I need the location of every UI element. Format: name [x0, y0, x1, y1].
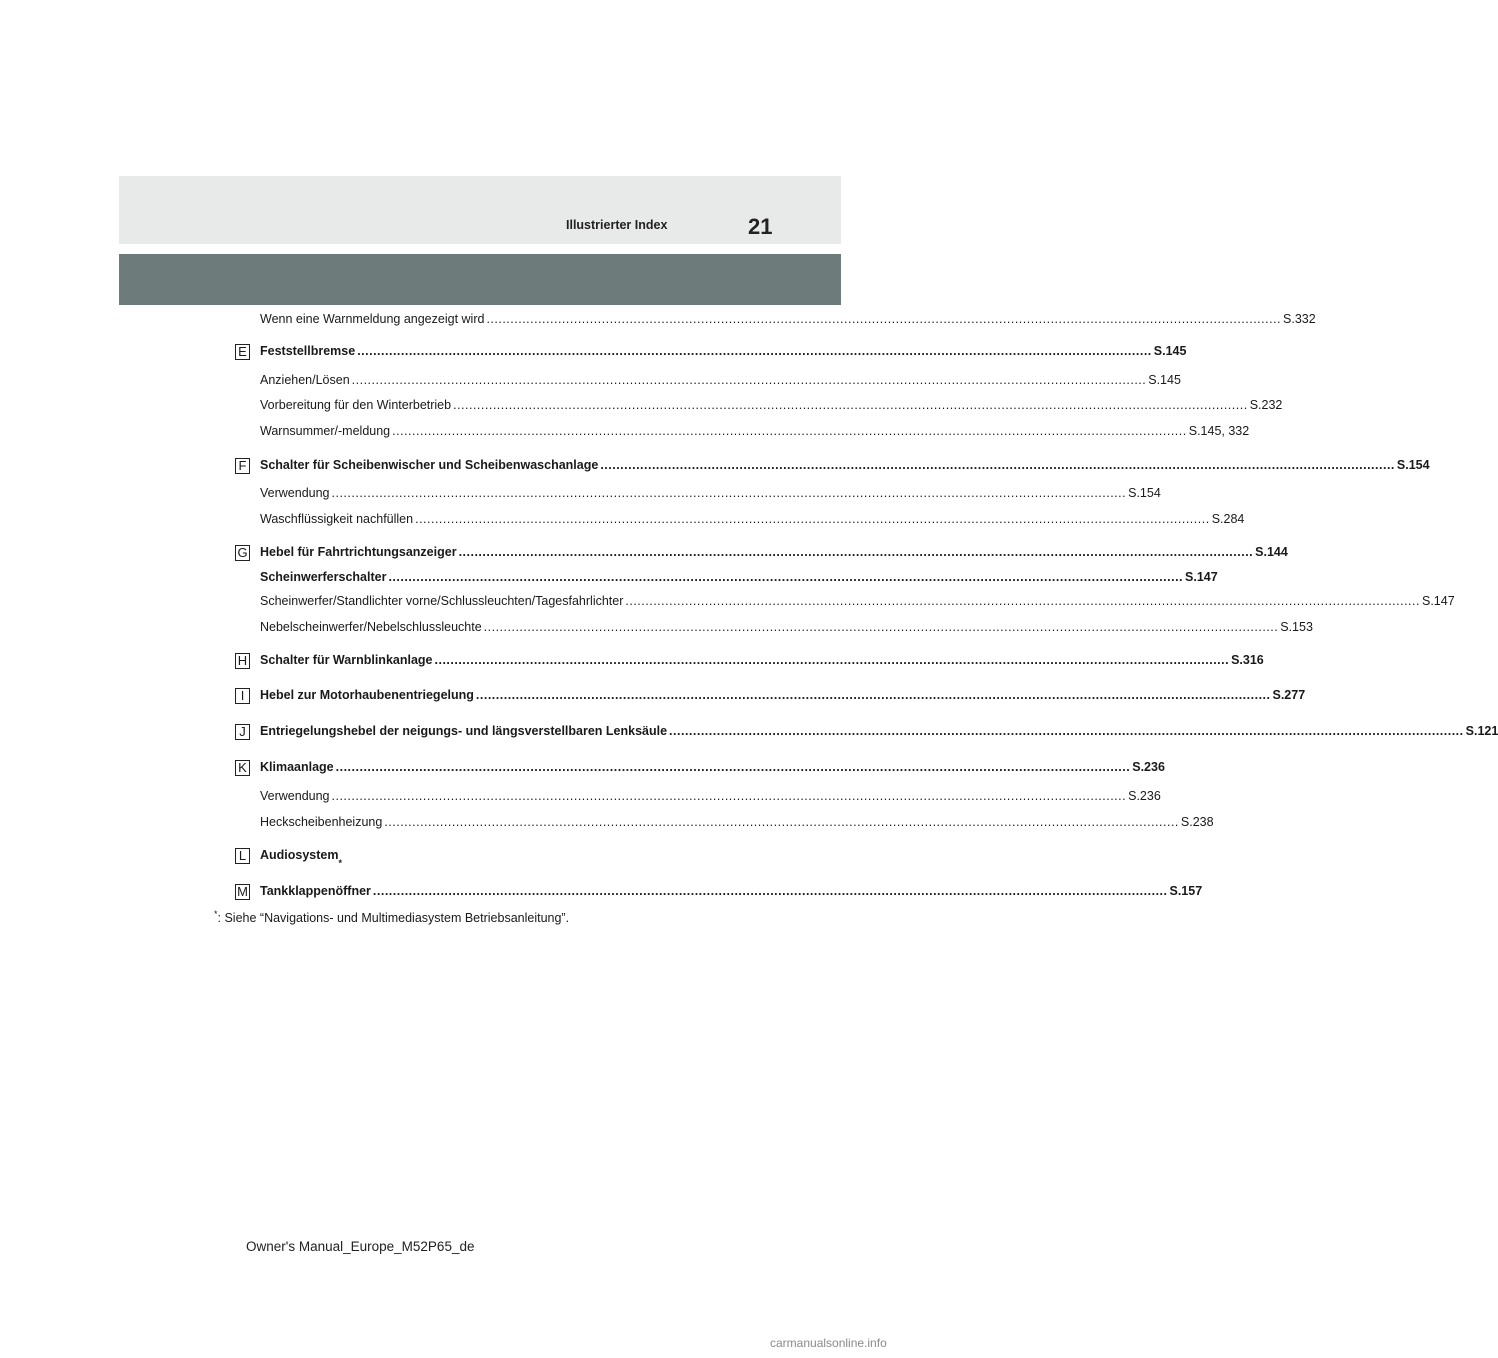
dot-leader: ........................................................................................................................................................................................................: [458, 545, 1254, 559]
entry-page-ref: S.316: [1231, 653, 1264, 667]
index-entry: [260, 687, 1306, 703]
entry-label: Anziehen/Lösen: [260, 373, 350, 387]
index-entry: [260, 593, 1455, 609]
entry-label: Schalter für Scheibenwischer und Scheibenwaschanlage: [260, 458, 599, 472]
entry-label: Tankklappenöffner: [260, 884, 371, 898]
entry-label: Hebel für Fahrtrichtungsanzeiger: [260, 545, 457, 559]
entry-label: Nebelscheinwerfer/Nebelschlussleuchte: [260, 620, 482, 634]
dot-leader: ........................................................................................................................................................................................................: [600, 458, 1395, 472]
callout-letter-box: K: [235, 760, 250, 776]
entry-page-ref: S.238: [1180, 815, 1214, 829]
entry-page-ref: S.121: [1465, 724, 1498, 738]
callout-letter-box: F: [235, 458, 250, 474]
dot-leader: ........................................................................................................................................................................................................: [331, 486, 1127, 500]
callout-letter-box: G: [235, 545, 250, 561]
entry-label: Warnsummer/-meldung: [260, 424, 391, 438]
index-entry: [260, 457, 1430, 473]
dot-leader: ........................................................................................................................................................................................................: [415, 512, 1210, 526]
dot-leader: ........................................................................................................................................................................................................: [669, 724, 1464, 738]
entry-page-ref: S.332: [1283, 312, 1316, 326]
entry-label: Audiosystem: [260, 848, 339, 862]
dot-leader: ........................................................................................................................................................................................................: [335, 760, 1131, 774]
index-entry: [260, 619, 1313, 635]
entry-page-ref: S.147: [1421, 594, 1455, 608]
index-entry: [260, 511, 1245, 527]
entry-page-ref: S.154: [1396, 458, 1430, 472]
dot-leader: ........................................................................................................................................................................................................: [331, 789, 1127, 803]
entry-page-ref: S.144: [1255, 545, 1288, 559]
entry-page-ref: S.145: [1153, 344, 1187, 358]
entry-page-ref: S.236: [1132, 760, 1165, 774]
index-entry: [260, 883, 1203, 899]
index-entry: [260, 485, 1161, 501]
footnote-text: : Siehe “Navigations- und Multimediasystem Betriebsanleitung”.: [217, 911, 570, 926]
header-band: [119, 176, 841, 244]
dot-leader: ........................................................................................................................................................................................................: [453, 398, 1248, 412]
entry-page-ref: S.145: [1148, 373, 1181, 387]
manual-footer: Owner's Manual_Europe_M52P65_de: [246, 1239, 475, 1254]
section-divider-bar: [119, 254, 841, 305]
footnote: [214, 909, 569, 925]
entry-page-ref: S.284: [1211, 512, 1245, 526]
entry-label: Heckscheibenheizung: [260, 815, 383, 829]
dot-leader: ........................................................................................................................................................................................................: [434, 653, 1230, 667]
callout-letter-box: I: [235, 688, 250, 704]
callout-letter-box: J: [235, 724, 250, 740]
dot-leader: ........................................................................................................................................................................................................: [475, 688, 1271, 702]
entry-page-ref: S.147: [1185, 570, 1218, 584]
dot-leader: ........................................................................................................................................................................................................: [483, 620, 1279, 634]
footnote-marker: *: [214, 909, 218, 919]
dot-leader: ........................................................................................................................................................................................................: [392, 424, 1187, 438]
entry-label: Waschflüssigkeit nachfüllen: [260, 512, 414, 526]
watermark: carmanualsonline.info: [770, 1336, 887, 1350]
dot-leader: ........................................................................................................................................................................................................: [351, 373, 1147, 387]
index-entry: [260, 311, 1316, 327]
entry-label: Scheinwerfer/Standlichter vorne/Schlussleuchten/Tagesfahrlichter: [260, 594, 624, 608]
dot-leader: ........................................................................................................................................................................................................: [357, 344, 1152, 358]
entry-page-ref: S.232: [1249, 398, 1283, 412]
callout-letter-box: E: [235, 344, 250, 360]
index-entry: [260, 788, 1161, 804]
index-entry: [260, 423, 1250, 439]
entry-label: Scheinwerferschalter: [260, 570, 387, 584]
callout-letter-box: L: [235, 848, 250, 864]
index-entry: [260, 759, 1165, 775]
entry-label: Verwendung: [260, 486, 330, 500]
entry-label: Hebel zur Motorhaubenentriegelung: [260, 688, 474, 702]
dot-leader: ........................................................................................................................................................................................................: [372, 884, 1168, 898]
page-number: 21: [748, 214, 773, 239]
index-entry: [260, 569, 1218, 585]
entry-page-ref: S.154: [1128, 486, 1161, 500]
entry-label: Schalter für Warnblinkanlage: [260, 653, 433, 667]
index-entry: Audiosystem *: [260, 848, 343, 868]
callout-letter-box: H: [235, 653, 250, 669]
entry-page-ref: S.153: [1280, 620, 1313, 634]
index-entry: [260, 652, 1264, 668]
entry-label: Feststellbremse: [260, 344, 356, 358]
entry-page-ref: S.277: [1272, 688, 1306, 702]
entry-label: Verwendung: [260, 789, 330, 803]
callout-letter-box: M: [235, 884, 250, 900]
dot-leader: ........................................................................................................................................................................................................: [625, 594, 1420, 608]
entry-page-ref: S.236: [1128, 789, 1161, 803]
index-entry: [260, 544, 1288, 560]
dot-leader: ........................................................................................................................................................................................................: [388, 570, 1184, 584]
entry-page-ref: S.157: [1169, 884, 1203, 898]
section-title: Illustrierter Index: [566, 218, 668, 232]
dot-leader: ........................................................................................................................................................................................................: [384, 815, 1179, 829]
entry-label: Vorbereitung für den Winterbetrieb: [260, 398, 452, 412]
index-entry: [260, 814, 1214, 830]
dot-leader: ........................................................................................................................................................................................................: [486, 312, 1282, 326]
index-entry: [260, 397, 1283, 413]
index-entry: [260, 723, 1498, 739]
index-entry: [260, 343, 1187, 359]
index-entry: [260, 372, 1181, 388]
entry-label: Entriegelungshebel der neigungs- und längsverstellbaren Lenksäule: [260, 724, 668, 738]
entry-label: Wenn eine Warnmeldung angezeigt wird: [260, 312, 485, 326]
entry-page-ref: S.145, 332: [1188, 424, 1250, 438]
entry-label: Klimaanlage: [260, 760, 334, 774]
